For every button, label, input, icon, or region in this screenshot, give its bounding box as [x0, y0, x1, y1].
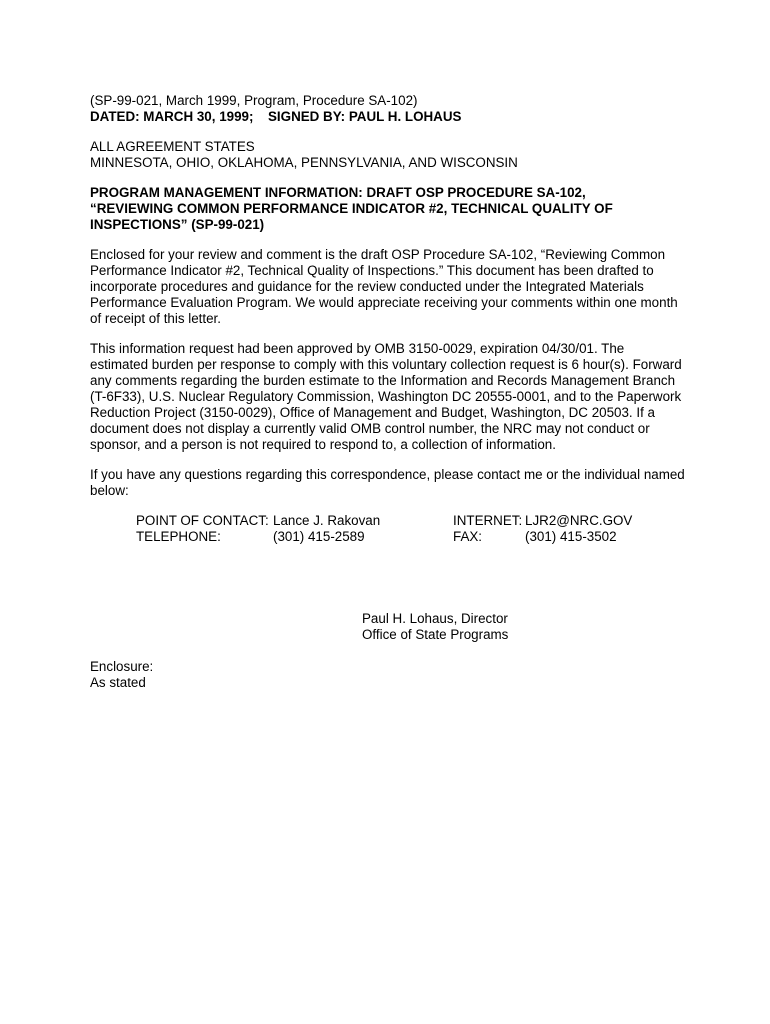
paragraph-line: sponsor, and a person is not required to respond to, a collection of information.	[90, 437, 556, 452]
signer-name: Paul H. Lohaus, Director	[362, 611, 508, 626]
dated-text: DATED: MARCH 30, 1999;	[90, 109, 254, 124]
addressee-line-2: MINNESOTA, OHIO, OKLAHOMA, PENNSYLVANIA, AND WISCONSIN	[90, 155, 518, 170]
contact-row-telephone	[136, 529, 690, 545]
body-paragraph-1	[90, 247, 690, 327]
signer-office: Office of State Programs	[362, 627, 509, 642]
enclosure-block	[90, 659, 690, 691]
telephone-value: (301) 415-2589	[273, 529, 365, 544]
enclosure-label: Enclosure:	[90, 659, 154, 674]
telephone-label: TELEPHONE:	[136, 529, 221, 544]
subject-line-1: PROGRAM MANAGEMENT INFORMATION: DRAFT OSP PROCEDURE SA-102,	[90, 185, 586, 200]
paragraph-line: (T-6F33), U.S. Nuclear Regulatory Commission, Washington DC 20555-0001, and to the Paperwork	[90, 389, 682, 404]
internet-value: LJR2@NRC.GOV	[525, 513, 633, 528]
body-paragraph-3	[90, 467, 690, 499]
poc-label: POINT OF CONTACT:	[136, 513, 269, 528]
paragraph-line: estimated burden per response to comply with this voluntary collection request is 6 hour(s). Forward	[90, 357, 682, 372]
fax-value: (301) 415-3502	[525, 529, 617, 544]
poc-value: Lance J. Rakovan	[273, 513, 381, 528]
paragraph-line: Performance Indicator #2, Technical Quality of Inspections.” This document has been drafted to	[90, 263, 654, 278]
subject-line-2: “REVIEWING COMMON PERFORMANCE INDICATOR #2, TECHNICAL QUALITY OF	[90, 201, 613, 216]
paragraph-line: Enclosed for your review and comment is the draft OSP Procedure SA-102, “Reviewing Common	[90, 247, 666, 262]
paragraph-line: any comments regarding the burden estimate to the Information and Records Management Branch	[90, 373, 676, 388]
signed-text: SIGNED BY: PAUL H. LOHAUS	[268, 109, 462, 124]
paragraph-line: document does not display a currently valid OMB control number, the NRC may not conduct or	[90, 421, 650, 436]
enclosure-value: As stated	[90, 675, 146, 690]
contact-row-poc	[136, 513, 690, 529]
dated-signed-line	[90, 109, 690, 125]
fax-label: FAX:	[453, 529, 483, 544]
paragraph-line: Performance Evaluation Program. We would appreciate receiving your comments within one month	[90, 295, 678, 310]
paragraph-line: of receipt of this letter.	[90, 311, 221, 326]
body-paragraph-2	[90, 341, 690, 453]
internet-label: INTERNET:	[453, 513, 523, 528]
paragraph-line: This information request had been approved by OMB 3150-0029, expiration 04/30/01. The	[90, 341, 625, 356]
subject-line-3: INSPECTIONS” (SP-99-021)	[90, 217, 265, 232]
paragraph-line: below:	[90, 483, 129, 498]
addressee-line-1: ALL AGREEMENT STATES	[90, 139, 255, 154]
paragraph-line: Reduction Project (3150-0029), Office of Management and Budget, Washington, DC 20503. If a	[90, 405, 655, 420]
contact-block	[136, 513, 690, 547]
signature-block	[362, 611, 690, 643]
reference-line: (SP-99-021, March 1999, Program, Procedure SA-102)	[90, 93, 418, 108]
paragraph-line: incorporate procedures and guidance for the review conducted under the Integrated Materials	[90, 279, 644, 294]
letter-page	[90, 93, 690, 691]
paragraph-line: If you have any questions regarding this correspondence, please contact me or the individual named	[90, 467, 685, 482]
